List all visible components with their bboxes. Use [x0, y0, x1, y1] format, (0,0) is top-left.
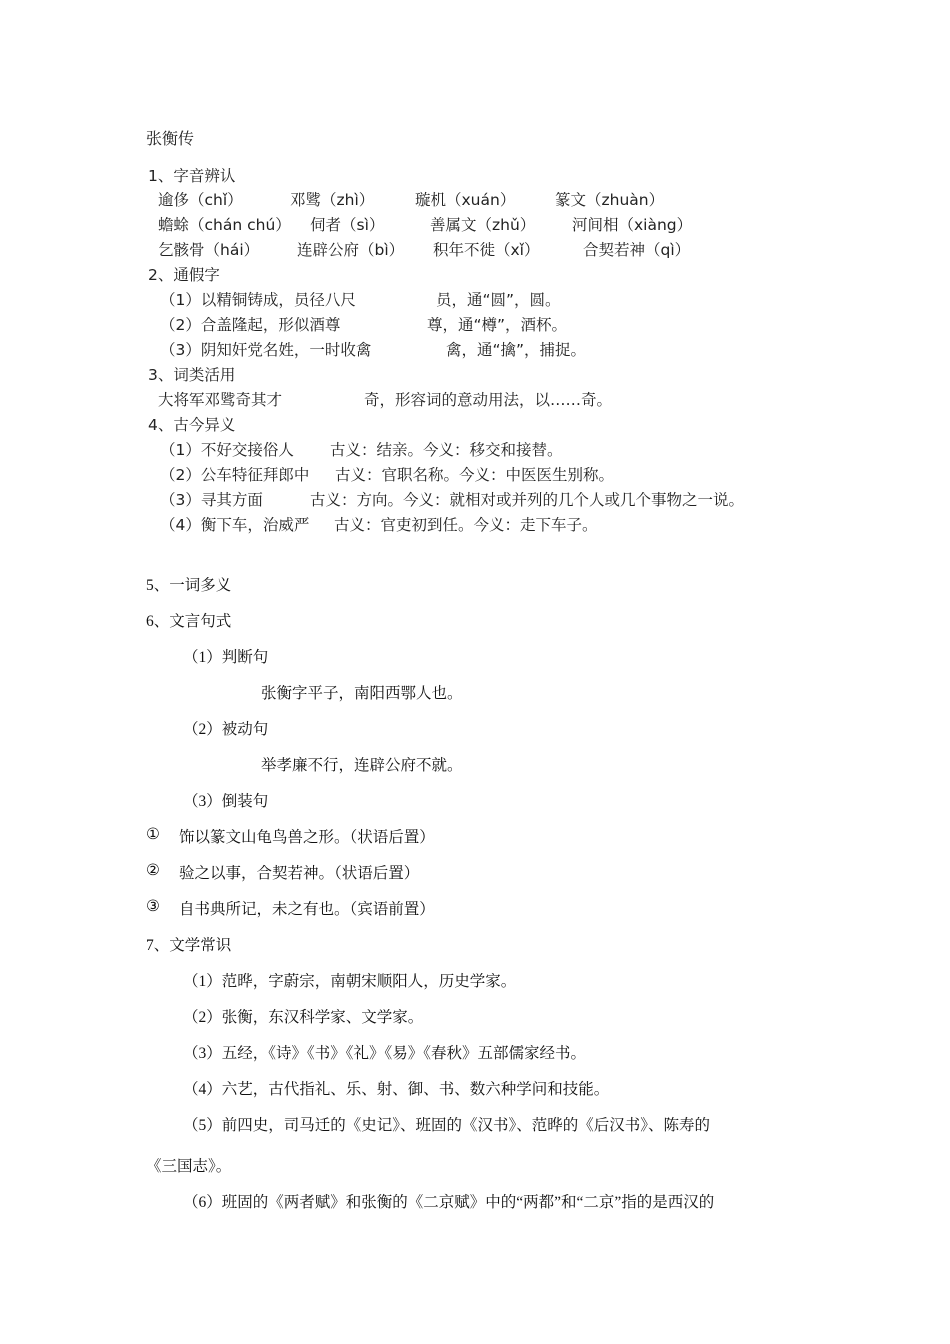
word-class-sentence: 大将军邓骘奇其才 — [158, 391, 283, 409]
meaning-sentence: （4）衡下车，治威严 — [160, 516, 310, 534]
word-class-explanation: 奇，形容词的意动用法，以……奇。 — [364, 391, 613, 409]
pronunciation-item: 伺者（sì） — [310, 216, 385, 234]
literature-item: （6）班固的《两者赋》和张衡的《二京赋》中的“两都”和“二京”指的是西汉的 — [183, 1194, 715, 1211]
loan-char-sentence: （2）合盖隆起，形似酒尊 — [160, 316, 341, 334]
section-3-heading: 3、词类活用 — [148, 366, 236, 384]
inverted-marker: ① — [146, 826, 160, 843]
pronunciation-item: 篆文（zhuàn） — [555, 191, 665, 209]
literature-item: （5）前四史，司马迁的《史记》、班固的《汉书》、范晔的《后汉书》、陈寿的 — [183, 1117, 711, 1134]
loan-char-explanation: 尊，通“樽”，酒杯。 — [427, 316, 568, 334]
meaning-explanation: 古义：官吏初到任。今义：走下车子。 — [334, 516, 598, 534]
inverted-sentence: 饰以篆文山龟鸟兽之形。（状语后置） — [179, 829, 435, 846]
pronunciation-item: 合契若神（qì） — [583, 241, 691, 259]
sentence-example: 张衡字平子，南阳西鄂人也。 — [261, 685, 463, 702]
meaning-explanation: 古义：方向。今义：就相对或并列的几个人或几个事物之一说。 — [310, 491, 745, 509]
loan-char-sentence: （1）以精铜铸成，员径八尺 — [160, 291, 356, 309]
pronunciation-item: 蟾蜍（chán chú） — [158, 216, 291, 234]
literature-item: （1）范晔，字蔚宗，南朝宋顺阳人，历史学家。 — [183, 973, 517, 990]
meaning-explanation: 古义：官职名称。今义：中医医生别称。 — [335, 466, 615, 484]
document-title: 张衡传 — [146, 129, 195, 148]
inverted-sentence: 验之以事，合契若神。（状语后置） — [179, 865, 420, 882]
section-5-heading: 5、一词多义 — [146, 577, 232, 594]
literature-item-continuation: 《三国志》。 — [146, 1158, 232, 1175]
pronunciation-item: 积年不徙（xǐ） — [433, 241, 540, 259]
section-4-heading: 4、古今异义 — [148, 416, 236, 434]
section-1-heading: 1、字音辨认 — [148, 167, 236, 185]
sentence-type-label: （3）倒装句 — [183, 793, 269, 810]
section-7-heading: 7、文学常识 — [146, 937, 232, 954]
literature-item: （3）五经，《诗》《书》《礼》《易》《春秋》五部儒家经书。 — [183, 1045, 587, 1062]
pronunciation-item: 璇机（xuán） — [415, 191, 516, 209]
section-6-heading: 6、文言句式 — [146, 613, 232, 630]
loan-char-sentence: （3）阴知奸党名姓，一时收禽 — [160, 341, 372, 359]
pronunciation-item: 善属文（zhǔ） — [430, 216, 536, 234]
meaning-sentence: （3）寻其方面 — [160, 491, 263, 509]
meaning-sentence: （2）公车特征拜郎中 — [160, 466, 310, 484]
pronunciation-item: 邓骘（zhì） — [290, 191, 375, 209]
literature-item: （4）六艺，古代指礼、乐、射、御、书、数六种学问和技能。 — [183, 1081, 610, 1098]
sentence-example: 举孝廉不行，连辟公府不就。 — [261, 757, 463, 774]
inverted-marker: ③ — [146, 898, 160, 915]
meaning-explanation: 古义：结亲。今义：移交和接替。 — [330, 441, 563, 459]
sentence-type-label: （1）判断句 — [183, 649, 269, 666]
inverted-sentence: 自书典所记，未之有也。（宾语前置） — [179, 901, 435, 918]
loan-char-explanation: 员，通“圆”，圆。 — [436, 291, 561, 309]
meaning-sentence: （1）不好交接俗人 — [160, 441, 294, 459]
pronunciation-item: 河间相（xiàng） — [572, 216, 693, 234]
pronunciation-item: 逾侈（chǐ） — [158, 191, 243, 209]
inverted-marker: ② — [146, 862, 160, 879]
literature-item: （2）张衡，东汉科学家、文学家。 — [183, 1009, 424, 1026]
sentence-type-label: （2）被动句 — [183, 721, 269, 738]
pronunciation-item: 连辟公府（bì） — [297, 241, 405, 259]
section-2-heading: 2、通假字 — [148, 266, 220, 284]
loan-char-explanation: 禽，通“擒”，捕捉。 — [446, 341, 587, 359]
pronunciation-item: 乞骸骨（hái） — [158, 241, 260, 259]
